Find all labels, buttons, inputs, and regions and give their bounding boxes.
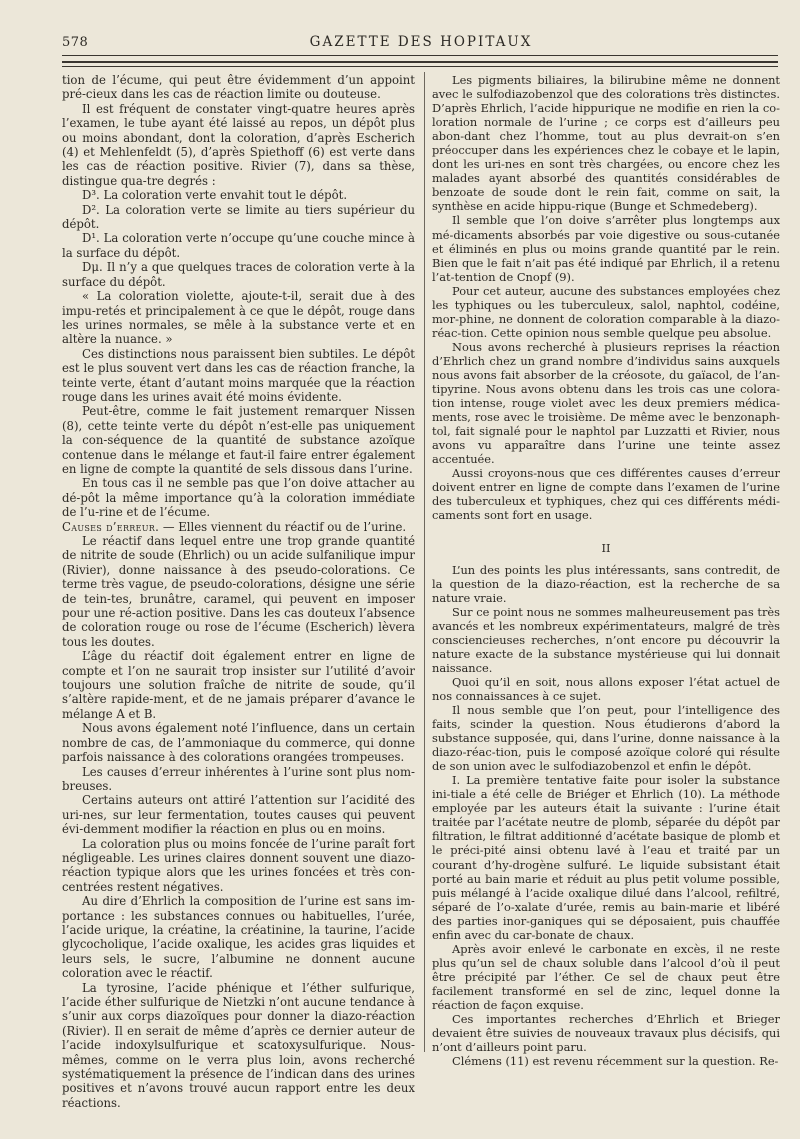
paragraph: La coloration plus ou moins foncée de l’urine paraît fort négligeable. Les urines claires donnent souvent une diazo-réaction typique alors que les urines foncées et très con-centrées restent négatives. xyxy=(62,836,415,894)
section-numeral: II xyxy=(601,540,611,555)
paragraph: Certains auteurs ont attiré l’attention sur l’acidité des uri-nes, sur leur fermentation, toutes causes qui peuvent évi-demment modifier la réaction en plus ou en moins. xyxy=(62,793,415,837)
paragraph: I. La première tentative faite pour isoler la substance ini-tiale a été celle de Briéger et Ehrlich (10). La méthode employée par les auteurs était la suivante : l’urine était traitée par l’acétate neutre de plomb, séparée du dépôt par filtration, le filtrat additionné d’acétate basique de plomb et le préci-pité ainsi obtenu lavé à l’eau et traité par un courant d’hy-drogène sulfuré. Le liquide subsistant était porté au bain marie et réduit au plus petit volume possible, puis mélangé à l’acide oxalique dilué dans l’alcool, refiltré, séparé de l’o-xalate d’urée, remis au bain-marie et libéré des parties inor-ganiques qui se déposaient, puis chauffée enfin avec du car-bonate de chaux. xyxy=(432,773,780,942)
paragraph: Quoi qu’il en soit, nous allons exposer l’état actuel de nos connaissances à ce sujet. xyxy=(432,674,780,703)
paragraph: Il est fréquent de constater vingt-quatre heures après l’examen, le tube ayant été laissé au repos, un dépôt plus ou moins abondant, dont la coloration, d’après Escherich (4) et Mehlenfeldt (5), d’après Spiethoff (6) est verte dans les cas de réaction positive. Rivier (7), dans sa thèse, distingue qua-tre degrés : xyxy=(62,101,415,188)
paragraph: Peut-être, comme le fait justement remarquer Nissen (8), cette teinte verte du dépôt n’est-elle pas uniquement la con-séquence de la quantité de substance azoïque contenue dans le mélange et faut-il faire entrer également en ligne de compte la quantité de sels dissous dans l’urine. xyxy=(62,404,415,476)
header-rule-bottom xyxy=(62,66,778,67)
paragraph: Au dire d’Ehrlich la composition de l’urine est sans im-portance : les substances connues ou habituelles, l’urée, l’acide urique, la créatine, la créatinine, la taurine, l’acide glycocholique, l’acide oxalique, les acides gras liquides et leurs sels, le sucre, l’albumine ne donnent aucune coloration avec le réactif. xyxy=(62,894,415,981)
header-rule-middle xyxy=(62,61,778,63)
paragraph: Clémens (11) est revenu récemment sur la question. Re- xyxy=(452,1054,779,1069)
paragraph: Ces distinctions nous paraissent bien subtiles. Le dépôt est le plus souvent vert dans les cas de réaction franche, la teinte verte, étant d’autant moins marquée que la réaction rouge dans les urines avait été moins évidente. xyxy=(62,346,415,404)
right-column xyxy=(432,73,780,1068)
paragraph: Nous avons recherché à plusieurs reprises la réaction d’Ehrlich chez un grand nombre d’individus sains auxquels nous avons fait absorber de la créosote, du gaïacol, de l’an-tipyrine. Nous avons obtenu dans les trois cas une colora-tion intense, rouge violet avec les deux premiers médica-ments, rose avec le troisième. De même avec le benzonaph-tol, fait signalé pour le naphtol par Luzzatti et Rivier, nous avons vu apparaître dans l’urine une teinte assez accentuée. xyxy=(432,339,780,467)
left-column xyxy=(62,73,415,1110)
paragraph: Le réactif dans lequel entre une trop grande quantité de nitrite de soude (Ehrlich) ou un acide sulfanilique impur (Rivier), donne naissance à des pseudo-colorations. Ce terme très vague, de pseudo-colorations, désigne une série de tein-tes, brunâtre, caramel, qui peuvent en imposer pour une ré-action positive. Dans les cas douteux l’absence de coloration rouge ou rose de l’écume (Escherich) lèvera tous les doutes. xyxy=(62,534,415,649)
causes-paragraph xyxy=(62,520,415,534)
journal-title: GAZETTE DES HOPITAUX xyxy=(309,34,533,50)
paragraph: Les causes d’erreur inhérentes à l’urine sont plus nom-breuses. xyxy=(62,764,415,793)
page-header xyxy=(62,33,780,55)
paragraph: Après avoir enlevé le carbonate en excès, il ne reste plus qu’un sel de chaux soluble dans l’alcool d’où il peut être précipité par l’éther. Ce sel de chaux peut être facilement transformé en sel de zinc, lequel donne la réaction de façon exquise. xyxy=(432,941,780,1012)
paragraph: Il nous semble que l’on peut, pour l’intelligence des faits, scinder la question. Nous étudierons d’abord la substance supposée, qui, dans l’urine, donne naissance à la diazo-réac-tion, puis le composé azoïque coloré qui résulte de son union avec le sulfodiazobenzol et enfin le dépôt. xyxy=(432,703,780,774)
paragraph: tion de l’écume, qui peut être évidemment d’un appoint pré-cieux dans les cas de réaction limite ou douteuse. xyxy=(62,73,415,102)
list-item: D¹. La coloration verte n’occupe qu’une couche mince à la surface du dépôt. xyxy=(62,231,415,260)
section-heading: Causes d’erreur. xyxy=(62,519,160,534)
list-item: D². La coloration verte se limite au tiers supérieur du dépôt. xyxy=(62,202,415,232)
paragraph: En tous cas il ne semble pas que l’on doive attacher au dé-pôt la même importance qu’à la coloration immédiate de l’u-rine et de l’écume. xyxy=(62,476,415,520)
paragraph: Les pigments biliaires, la bilirubine même ne donnent avec le sulfodiazobenzol que des colorations très distinctes. D’après Ehrlich, l’acide hippurique ne modifie en rien la co-loration normale de l’urine ; ce corps est d’ailleurs peu abon-dant chez l’homme, tout au plus devrait-on s’en préoccuper dans les expériences chez le cobaye et le lapin, dont les uri-nes en sont très chargées, ou encore chez les malades ayant absorbé des quantités considérables de benzoate de soude dont le rein fait, comme on sait, la synthèse en acide hippu-rique (Bunge et Schmedeberg). xyxy=(432,73,780,214)
paragraph: Sur ce point nous ne sommes malheureusement pas très avancés et les nombreux expérimentateurs, malgré de très consciencieuses recherches, n’ont encore pu découvrir la nature exacte de la substance mystérieuse qui lui donnait naissance. xyxy=(432,604,780,675)
page-number: 578 xyxy=(62,35,89,50)
section-spacer xyxy=(432,523,780,537)
column-divider xyxy=(424,72,425,1052)
paragraph: Ces importantes recherches d’Ehrlich et Brieger devaient être suivies de nouveaux travaux plus décisifs, qui n’ont d’ailleurs point paru. xyxy=(432,1012,780,1055)
paragraph: L’un des points les plus intéressants, sans contredit, de la question de la diazo-réaction, est la recherche de sa nature vraie. xyxy=(432,562,780,605)
paragraph: Il semble que l’on doive s’arrêter plus longtemps aux mé-dicaments absorbés par voie digestive ou sous-cutanée et éliminés en plus ou moins grande quantité par le rein. Bien que le fait n’ait pas été indiqué par Ehrlich, il a retenu l’at-tention de Cnopf (9). xyxy=(432,213,780,284)
paragraph: La tyrosine, l’acide phénique et l’éther sulfurique, l’acide éther sulfurique de Nietzki n’ont aucune tendance à s’unir aux corps diazoïques pour donner la diazo-réaction (Rivier). Il en serait de même d’après ce dernier auteur de l’acide indoxylsulfurique et scatoxysulfurique. Nous-mêmes, comme on le verra plus loin, avons recherché systématiquement la présence de l’indican dans des urines positives et n’avons trouvé aucun rapport entre les deux réactions. xyxy=(62,980,415,1110)
paragraph: Nous avons également noté l’influence, dans un certain nombre de cas, de l’ammoniaque du commerce, qui donne parfois naissance à des colorations orangées trompeuses. xyxy=(62,721,415,765)
paragraph: « La coloration violette, ajoute-t-il, serait due à des impu-retés et principalement à ce que le dépôt, rouge dans les urines normales, se mêle à la substance verte et en altère la nuance. » xyxy=(62,289,415,347)
header-rule-top xyxy=(62,55,778,56)
paragraph: Aussi croyons-nous que ces différentes causes d’erreur doivent entrer en ligne de compte dans l’examen de l’urine des tuberculeux et typhiques, chez qui ces différents médi-caments sont fort en usage. xyxy=(432,466,780,523)
causes-text: — Elles viennent du réactif ou de l’urine. xyxy=(159,519,407,534)
paragraph: L’âge du réactif doit également entrer en ligne de compte et l’on ne saurait trop insister sur l’utilité d’avoir toujours une solution fraîche de nitrite de soude, qu’il s’altère rapide-ment, et de ne jamais préparer d’avance le mélange A et B. xyxy=(62,649,415,721)
list-item: Dμ. Il n’y a que quelques traces de coloration verte à la surface du dépôt. xyxy=(62,260,415,289)
list-item: D³. La coloration verte envahit tout le dépôt. xyxy=(82,188,348,203)
paragraph: Pour cet auteur, aucune des substances employées chez les typhiques ou les tuberculeux, salol, naphtol, codéine, mor-phine, ne donnent de coloration comparable à la diazo-réac-tion. Cette opinion nous semble quelque peu absolue. xyxy=(432,283,780,340)
